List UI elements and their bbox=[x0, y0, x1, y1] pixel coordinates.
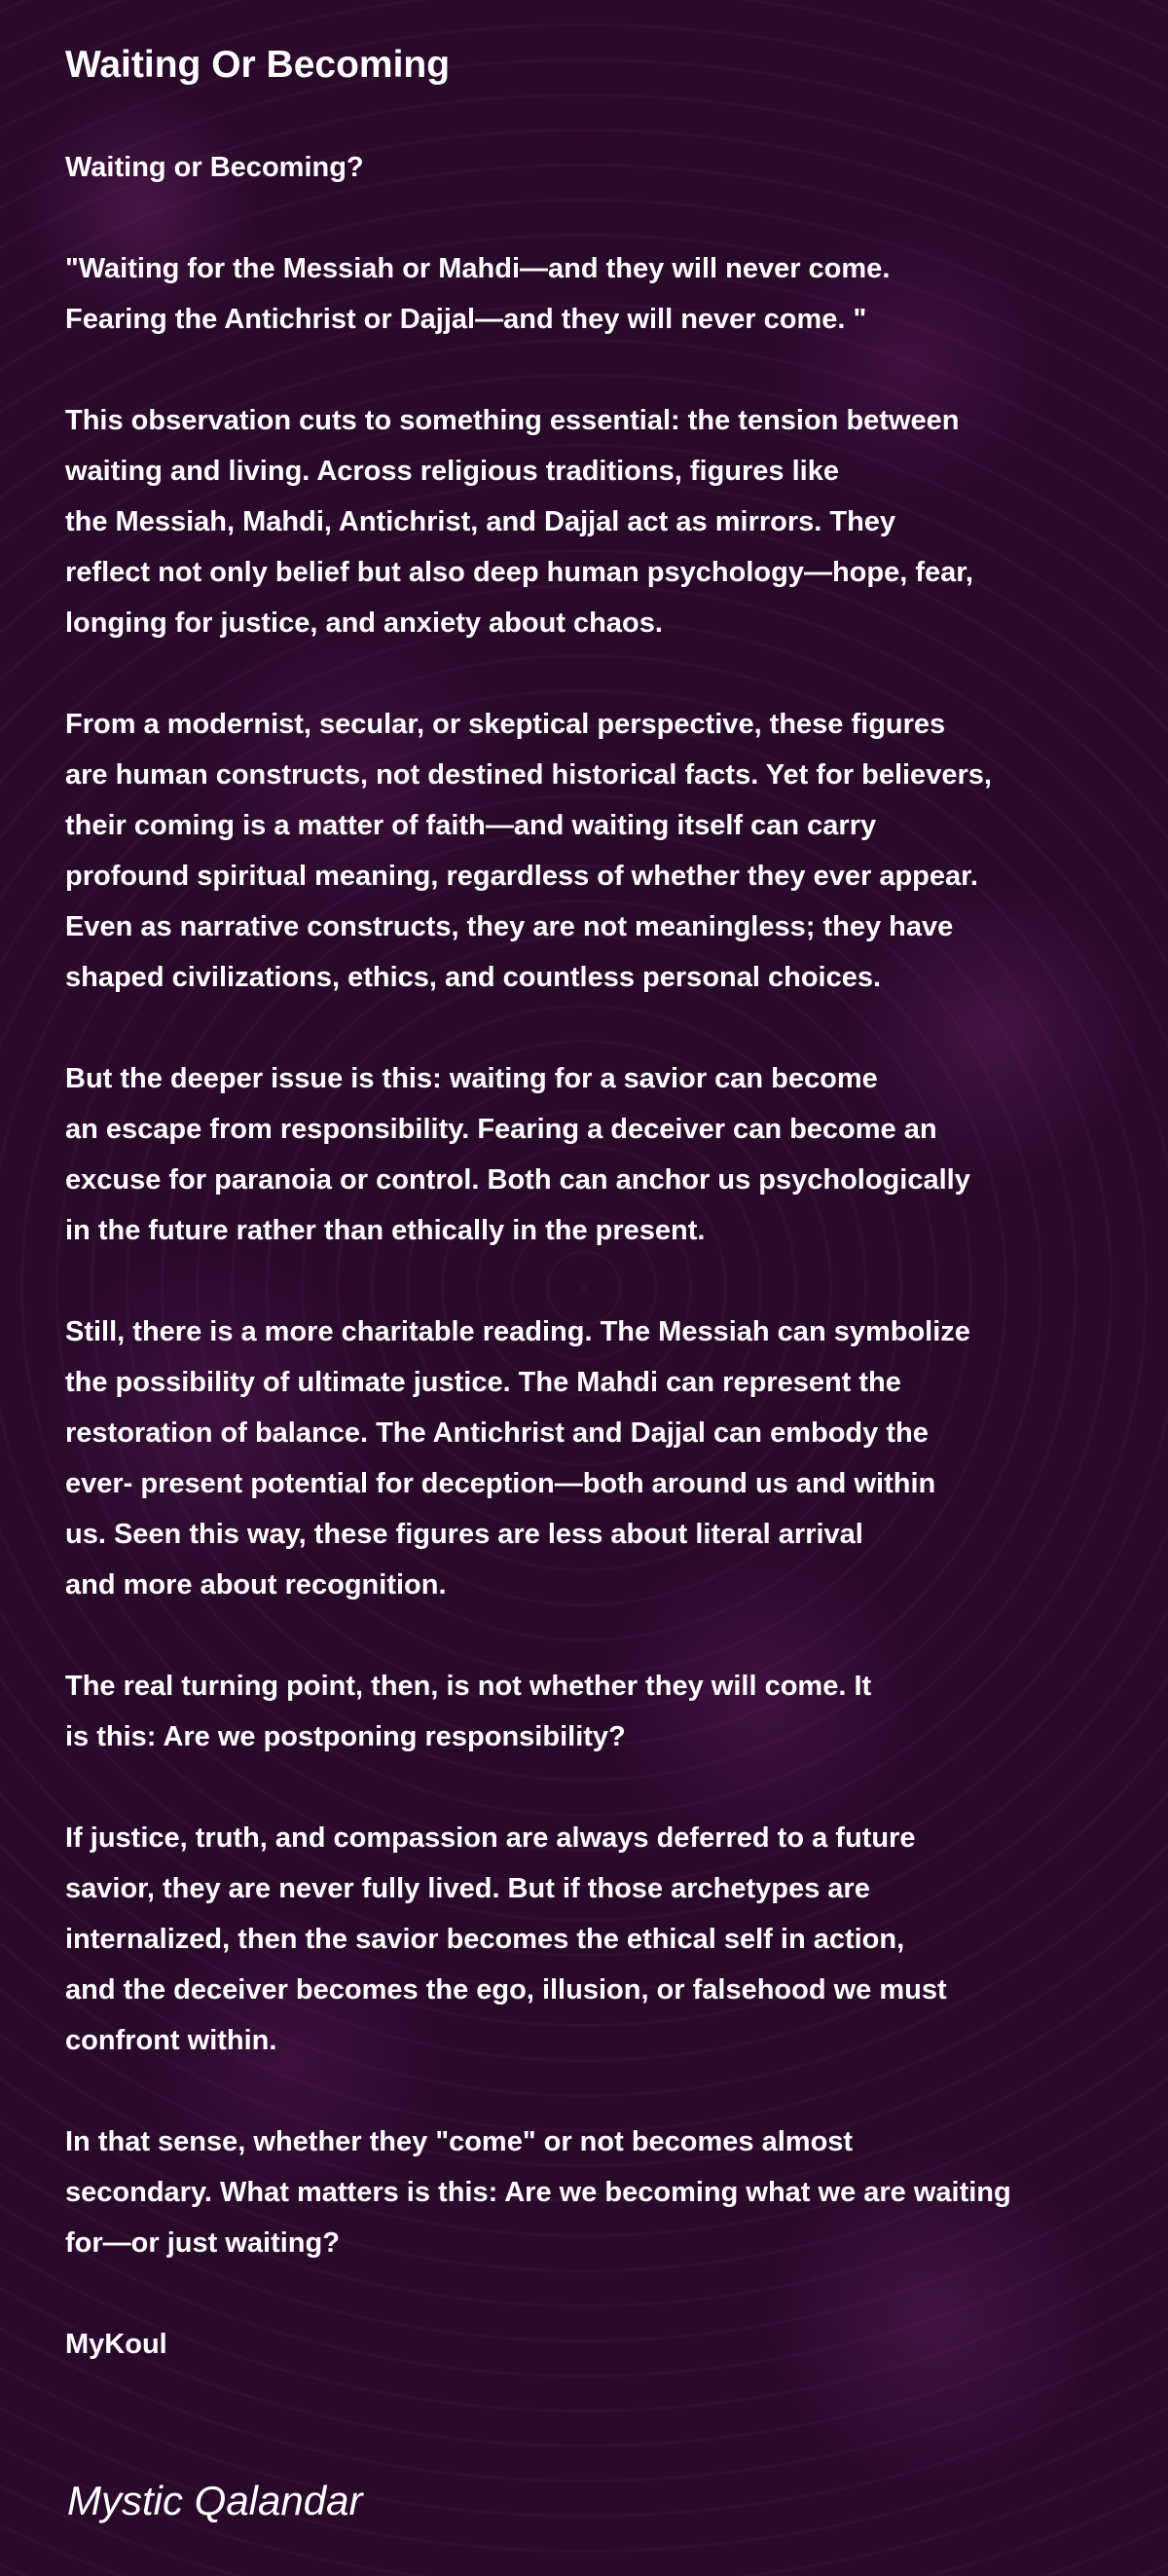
stanza-6 bbox=[65, 1306, 1146, 1610]
poem-line: profound spiritual meaning, regardless of whether they ever appear. bbox=[65, 861, 978, 892]
stanza-5 bbox=[65, 1053, 1146, 1256]
poem-line: In that sense, whether they "come" or not becomes almost bbox=[65, 2126, 854, 2157]
poem-line: and the deceiver becomes the ego, illusion, or falsehood we must bbox=[65, 1974, 947, 2006]
poem-line: restoration of balance. The Antichrist and Dajjal can embody the bbox=[65, 1417, 929, 1449]
poem-line: secondary. What matters is this: Are we becoming what we are waiting bbox=[65, 2177, 1011, 2208]
stanza-3 bbox=[65, 395, 1146, 648]
poem-line: is this: Are we postponing responsibility? bbox=[65, 1721, 626, 1752]
poem-line: longing for justice, and anxiety about chaos. bbox=[65, 607, 663, 639]
poem-line: This observation cuts to something essential: the tension between bbox=[65, 405, 960, 436]
stanza-1 bbox=[65, 142, 1146, 193]
poem-line: shaped civilizations, ethics, and countless personal choices. bbox=[65, 962, 882, 993]
poem-line: But the deeper issue is this: waiting for a savior can become bbox=[65, 1063, 878, 1094]
stanza-4 bbox=[65, 699, 1146, 1003]
poem-line: Even as narrative constructs, they are not meaningless; they have bbox=[65, 911, 954, 942]
poem-title: Waiting Or Becoming bbox=[65, 44, 451, 86]
poem-line: If justice, truth, and compassion are always deferred to a future bbox=[65, 1822, 916, 1854]
stanza-7 bbox=[65, 1661, 1146, 1762]
poem-line: From a modernist, secular, or skeptical perspective, these figures bbox=[65, 709, 946, 740]
stanza-2 bbox=[65, 243, 1146, 345]
poem-line: us. Seen this way, these figures are less about literal arrival bbox=[65, 1519, 863, 1550]
stanza-9 bbox=[65, 2116, 1146, 2268]
poem-line: Waiting or Becoming? bbox=[65, 152, 364, 183]
poem-line: "Waiting for the Messiah or Mahdi—and they will never come. bbox=[65, 253, 891, 284]
poem-line: waiting and living. Across religious traditions, figures like bbox=[65, 456, 839, 487]
poem-line: an escape from responsibility. Fearing a deceiver can become an bbox=[65, 1114, 937, 1145]
poem-line: their coming is a matter of faith—and waiting itself can carry bbox=[65, 810, 877, 841]
signature-block bbox=[65, 2319, 1146, 2370]
poem-line: Still, there is a more charitable reading. The Messiah can symbolize bbox=[65, 1316, 970, 1347]
stanza-8 bbox=[65, 1813, 1146, 2066]
poem-line: in the future rather than ethically in the present. bbox=[65, 1215, 706, 1246]
poem-line: are human constructs, not destined historical facts. Yet for believers, bbox=[65, 759, 992, 791]
poem-container bbox=[65, 43, 1146, 2420]
poem-line: confront within. bbox=[65, 2025, 277, 2056]
poem-line: the Messiah, Mahdi, Antichrist, and Dajjal act as mirrors. They bbox=[65, 506, 896, 537]
poem-line: internalized, then the savior becomes the ethical self in action, bbox=[65, 1924, 905, 1955]
poem-signature: MyKoul bbox=[65, 2329, 167, 2360]
poem-line: ever- present potential for deception—both around us and within bbox=[65, 1468, 936, 1499]
poem-line: Fearing the Antichrist or Dajjal—and they will never come. " bbox=[65, 304, 867, 335]
poem-line: and more about recognition. bbox=[65, 1569, 447, 1601]
poem-line: The real turning point, then, is not whether they will come. It bbox=[65, 1671, 872, 1702]
poem-line: excuse for paranoia or control. Both can anchor us psychologically bbox=[65, 1164, 970, 1196]
poem-line: the possibility of ultimate justice. The Mahdi can represent the bbox=[65, 1367, 901, 1398]
poem-line: reflect not only belief but also deep human psychology—hope, fear, bbox=[65, 557, 973, 588]
poem-line: savior, they are never fully lived. But if those archetypes are bbox=[65, 1873, 870, 1904]
poem-line: for—or just waiting? bbox=[65, 2227, 340, 2259]
poem-author: Mystic Qalandar bbox=[67, 2478, 363, 2523]
